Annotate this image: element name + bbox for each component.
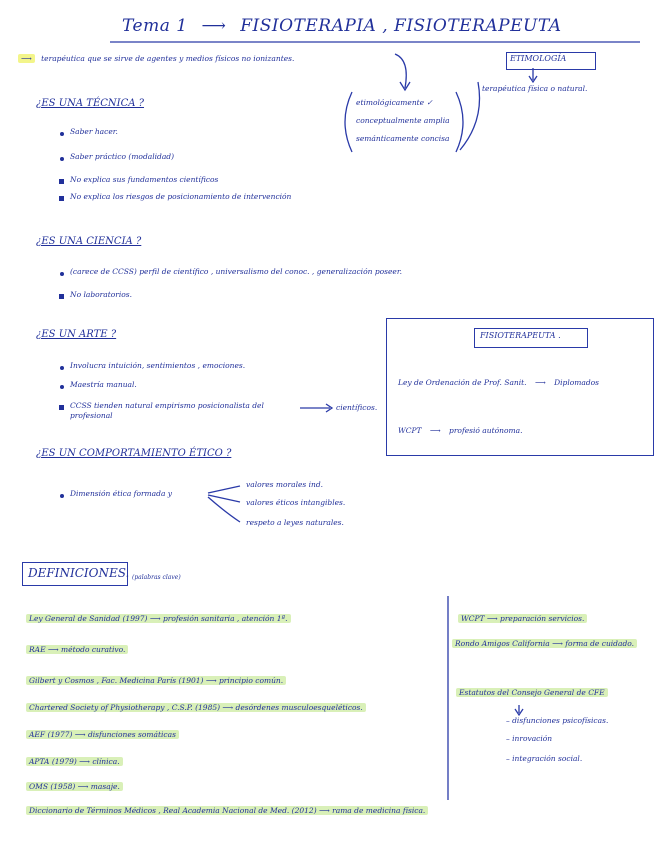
list-item: No explica sus fundamentos científicos bbox=[70, 175, 219, 184]
list-item: Involucra intuición, sentimientos , emociones. bbox=[70, 361, 246, 370]
question-ciencia: ¿ES UNA CIENCIA ? bbox=[36, 236, 142, 247]
intro-arrow: ⟶ bbox=[18, 54, 35, 63]
fisio-row-right: profesió autónoma. bbox=[449, 426, 523, 435]
list-item: Dimensión ética formada y bbox=[70, 489, 173, 498]
list-item: No laboratorios. bbox=[70, 290, 132, 299]
bullet-dot bbox=[60, 272, 64, 276]
title-topic: FISIOTERAPIA , FISIOTERAPEUTA bbox=[240, 16, 562, 36]
fisioterapeuta-heading: FISIOTERAPEUTA . bbox=[480, 331, 561, 340]
bullet-square bbox=[59, 294, 64, 299]
definition-right-item: – disfunciones psicofísicas. bbox=[506, 716, 609, 725]
definition-item: Chartered Society of Physiotherapy , C.S.P. (1985) ⟶ desórdenes musculoesqueléticos. bbox=[26, 703, 366, 712]
bullet-dot bbox=[60, 132, 64, 136]
bracket-item: semánticamente concisa bbox=[356, 134, 450, 143]
definition-right-item: WCPT ⟶ preparación servicios. bbox=[458, 614, 587, 623]
fisio-row-right: Diplomados bbox=[554, 378, 599, 387]
definition-right-item: – integración social. bbox=[506, 754, 583, 763]
definiciones-heading: DEFINICIONES. bbox=[28, 566, 130, 580]
bracket-item: etimológicamente ✓ bbox=[356, 98, 433, 107]
definition-item: OMS (1958) ⟶ masaje. bbox=[26, 782, 123, 791]
bullet-dot bbox=[60, 366, 64, 370]
page-title bbox=[122, 16, 562, 36]
definition-right-item: – inrovación bbox=[506, 734, 553, 743]
fisio-row-left: Ley de Ordenación de Prof. Sanit. bbox=[398, 378, 527, 387]
list-item: No explica los riesgos de posicionamiento de intervención bbox=[70, 192, 292, 201]
list-item: Saber hacer. bbox=[70, 127, 118, 136]
definition-item: APTA (1979) ⟶ clínica. bbox=[26, 757, 123, 766]
intro-text: terapéutica que se sirve de agentes y medios físicos no ionizantes. bbox=[41, 54, 295, 63]
definition-right-item: Estatutos del Consejo General de CFE bbox=[456, 688, 608, 697]
definiciones-note: (palabras clave) bbox=[132, 574, 181, 581]
definition-item: Diccionario de Términos Médicos , Real Academia Nacional de Med. (2012) ⟶ rama de medicina física. bbox=[26, 806, 428, 815]
definition-item: AEF (1977) ⟶ disfunciones somáticas bbox=[26, 730, 179, 739]
arrow-target: científicos. bbox=[336, 403, 378, 412]
question-etico: ¿ES UN COMPORTAMIENTO ÉTICO ? bbox=[36, 448, 232, 459]
definition-item: Ley General de Sanidad (1997) ⟶ profesión sanitaria , atención 1ª. bbox=[26, 614, 291, 623]
branch-item: valores morales ind. bbox=[246, 480, 324, 489]
title-tema: Tema 1 bbox=[122, 16, 188, 36]
list-item: Maestría manual. bbox=[70, 380, 137, 389]
list-item: CCSS tienden natural empirismo posicionalista del profesional bbox=[70, 401, 264, 420]
definition-item: RAE ⟶ método curativo. bbox=[26, 645, 128, 654]
intro-line bbox=[18, 54, 294, 63]
bullet-square bbox=[59, 179, 64, 184]
etimologia-label: ETIMOLOGÍA bbox=[510, 54, 567, 63]
bracket-item: conceptualmente amplia bbox=[356, 116, 450, 125]
list-item: (carece de CCSS) perfil de científico , universalismo del conoc. , generalización poseer. bbox=[70, 267, 403, 276]
fisio-row-arrow: ⟶ bbox=[429, 426, 441, 435]
list-item: Saber práctico (modalidad) bbox=[70, 152, 175, 161]
bullet-square bbox=[59, 405, 64, 410]
question-tecnica: ¿ES UNA TÉCNICA ? bbox=[36, 98, 145, 109]
bullet-dot bbox=[60, 494, 64, 498]
definition-item: Gilbert y Cosmos , Fac. Medicina París (1901) ⟶ principio común. bbox=[26, 676, 286, 685]
bullet-square bbox=[59, 196, 64, 201]
etimologia-text: terapéutica física o natural. bbox=[482, 84, 588, 93]
definition-right-item: Rondo Amigos California ⟶ forma de cuidado. bbox=[452, 638, 648, 649]
fisio-row bbox=[398, 378, 599, 387]
branch-item: respeto a leyes naturales. bbox=[246, 518, 344, 527]
question-arte: ¿ES UN ARTE ? bbox=[36, 329, 117, 340]
fisio-row-arrow: ⟶ bbox=[534, 378, 546, 387]
fisio-row-left: WCPT bbox=[398, 426, 422, 435]
branch-item: valores éticos intangibles. bbox=[246, 498, 346, 507]
bullet-dot bbox=[60, 157, 64, 161]
fisio-row bbox=[398, 426, 522, 435]
title-arrow: ⟶ bbox=[201, 16, 227, 36]
bullet-dot bbox=[60, 385, 64, 389]
